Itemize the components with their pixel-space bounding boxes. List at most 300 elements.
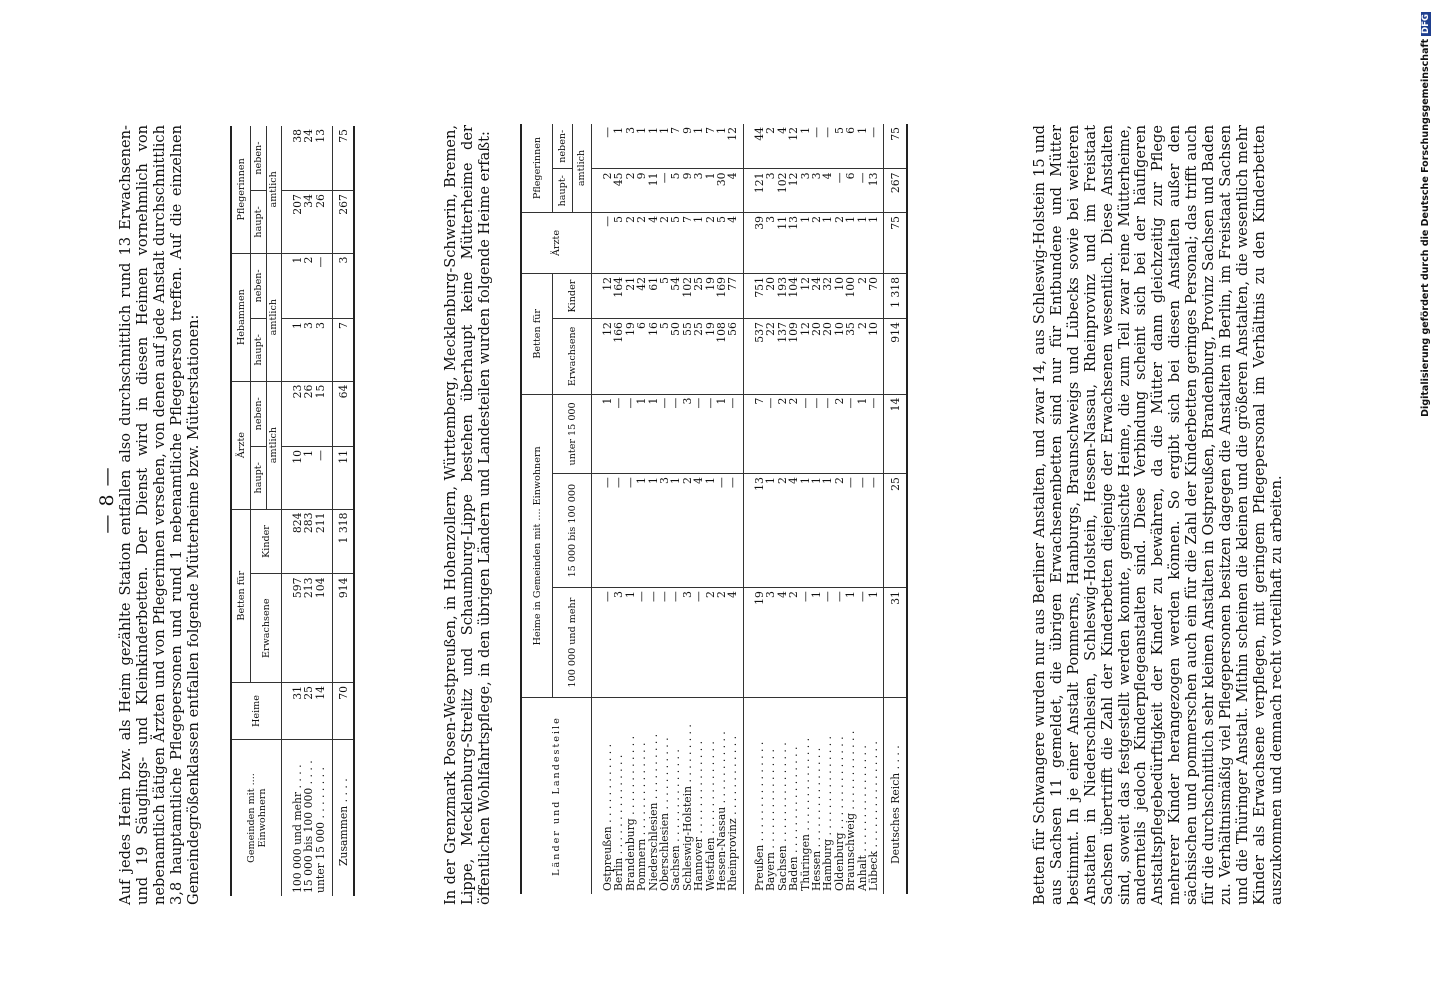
th-kinder: Kinder [553,273,592,318]
cell-value: — [834,169,845,212]
cell-value: 2 [834,212,845,273]
row-label: 100 000 und mehr . . . . [291,764,304,893]
cell-value: 4 [788,474,799,588]
cell-value: — [822,588,833,698]
cell-value: 25 [693,273,704,318]
table-row [282,126,304,896]
cell-value: 1 [693,124,704,169]
cell-value: 5 [670,212,681,273]
cell-value: — [693,588,704,698]
cell-value: — [868,124,884,169]
row-label: Hannover . . . . . . . . . . . . . . [692,740,706,891]
row-label: Pommern . . . . . . . . . . . . . . [635,742,649,891]
cell-value: 70 [868,273,884,318]
th-kinder: Kinder [251,509,282,574]
table-row [315,126,333,896]
cell-value: 21 [625,273,636,318]
th-pfleg-neben: neben- [251,126,267,191]
paragraph-schwangere: Betten für Schwangere wurden nur aus Berliner Anstalten, und zwar 14, aus Schleswig-Holstein 15 und aus Sachsen 11 gemeldet, die übrigen Erwachsenenbetten sind nur für Entbundene und Mütter bestimmt. In je einer Anstalt Pommerns, Hamburgs, Braunschweigs und Lübecks sowie bei weiteren Anstalten in Niederschlesien, Schleswig-Holstein, Hessen-Nassau, Rheinprovinz und im Freistaat Sachsen übertrifft die Zahl der Kinderbetten diejenige der Erwachsenen wesentlich. Diese Anstalten sind, soweit das festgestellt werden konnte, gemischte Heime, die zum Teil zwar reine Mütterheime, andernteils jedoch Kinderpflegeanstalten sind. Diese Verbindung scheint sich bei der häufigeren Anstaltspflegebedürftigkeit der Kinder zu bewähren, da die Mütter dann gleichzeitig zur Pflege mehrerer Kinder herangezogen werden können. So ergibt sich bei diesen Anstalten außer den sächsischen und pommerschen auch ein für die Zahl der Kinderbetten geringes Personal; das trifft auch für die durchschnittlich sehr kleinen Anstalten in Ostpreußen, Brandenburg, Provinz Sachsen und Baden zu. Verhältnismäßig viel Pflegepersonen besitzen dagegen die Anstalten in Berlin, im Freistaat Sachsen und die Thüringer Anstalt. Mithin scheinen die kleinen und die größeren Anstalten, die wesentlich mehr Kinder als Erwachsene verpflegen, mit geringem Pflegepersonal im Verhältnis zu den Kinderbetten auszukommen und demnach recht vorteilhaft zu arbeiten. [1031,125,1285,905]
cell-value: 2 [765,124,776,169]
total-row [333,126,355,896]
cell-value: 24 [303,126,314,191]
cell-value: 1 [822,474,833,588]
table-row [788,124,799,894]
th-hebammen-haupt: haupt- [251,319,267,382]
cell-value: 7 [682,212,693,273]
th-pfleg-haupt: haupt- [251,191,267,254]
row-label: Braunschweig . . . . . . . . . . . . [844,730,858,891]
cell-value: 4 [727,169,743,212]
th-hebammen-neben: neben- [251,253,267,318]
cell-value: — [845,474,856,588]
cell-value: 10 [834,273,845,318]
cell-value: 2 [659,212,670,273]
cell-value: 207 [282,191,304,254]
cell-value: 3 [682,394,693,474]
cell-value: 1 [648,474,659,588]
cell-value: 35 [845,319,856,394]
cell-value: 19 [705,319,716,394]
row-label: Ostpreußen . . . . . . . . . . . . [601,743,614,891]
cell-value: 4 [727,588,743,698]
cell-value: 2 [777,474,788,588]
cell-value: 50 [670,319,681,394]
cell-value: 26 [303,381,314,446]
table-row [693,124,704,894]
cell-value: 1 [811,474,822,588]
cell-value: — [659,588,670,698]
th-pfleg-haupt: haupt- [553,169,573,212]
cell-value: 9 [682,169,693,212]
cell-value: — [716,474,727,588]
cell-value: 7 [705,124,716,169]
cell-value: 2 [705,212,716,273]
cell-value: 25 [303,683,314,740]
row-label: Niederschlesien . . . . . . . . . . [646,733,660,891]
cell-value: — [659,394,670,474]
cell-value: 1 [845,212,856,273]
cell-value: 1 [857,124,868,169]
cell-value: 20 [822,319,833,394]
cell-value: 2 [636,212,647,273]
cell-value: 2 [682,474,693,588]
cell-value: 6 [845,124,856,169]
cell-value: — [800,394,811,474]
cell-value: 2 [625,212,636,273]
cell-value: 3 [765,212,776,273]
table-row [592,124,614,894]
cell-value: — [727,394,743,474]
cell-value: 77 [727,273,743,318]
paragraph-intro: Auf jedes Heim bzw. als Heim gezählte Station entfallen also durchschnittlich rund 13 Erwachsenen- und 19 Säuglings- und Kleinkinderbetten. Der Dienst wird in diesen Heimen vornehmlich von nebenamtlich tätigen Ärzten und von Pflegerinnen versehen, von denen auf jede Anstalt durchschnittlich 3,8 hauptamtliche Pflegepersonen und rund 1 nebenamtliche Pflegeperson treffen. Auf die einzelnen Gemeindegrößenklassen entfallen folgende Mütterheime bzw. Mütterstationen: [117,125,202,905]
cell-value: 169 [716,273,727,318]
cell-value: 13 [743,474,765,588]
total-value: 75 [884,212,908,273]
cell-value: 10 [834,319,845,394]
total-value: 11 [333,447,355,510]
cell-value: — [613,474,624,588]
cell-value: — [592,588,614,698]
cell-value: 3 [693,169,704,212]
total-value: 14 [884,394,908,474]
cell-value: 2 [716,588,727,698]
th-pfleg-amtlich: amtlich [266,126,282,253]
th-betten: Betten für [521,273,553,394]
total-row [884,124,908,894]
cell-value: 2 [857,273,868,318]
cell-value: 283 [303,509,314,574]
cell-value: — [315,447,333,510]
row-label: Preußen . . . . . . . . . . . . . . . [743,698,765,895]
cell-value: 3 [613,588,624,698]
th-g1: 100 000 und mehr [553,588,592,698]
cell-value: 109 [788,319,799,394]
row-label: Berlin . . . . . . . . . . . . . . . [612,754,626,891]
table-row [822,124,833,894]
cell-value: 1 [282,319,304,382]
cell-value: 12 [592,273,614,318]
cell-value: 1 [613,124,624,169]
th-aerzte-amtlich: amtlich [266,381,282,509]
th-pflegerinnen: Pflegerinnen [231,126,251,253]
cell-value: 137 [777,319,788,394]
th-aerzte-haupt: haupt- [251,447,267,510]
cell-value: — [727,474,743,588]
row-label: Anhalt . . . . . . . . . . . . . . . . [855,745,869,891]
cell-value: 4 [727,212,743,273]
total-value: 25 [884,474,908,588]
cell-value: 5 [834,124,845,169]
cell-value: 2 [788,588,799,698]
cell-value: — [857,474,868,588]
cell-value: 3 [315,319,333,382]
cell-value: 12 [800,319,811,394]
cell-value: — [822,124,833,169]
cell-value: 1 [648,394,659,474]
cell-value: — [636,588,647,698]
row-label: Thüringen . . . . . . . . . . . . . . [798,737,812,891]
cell-value: 537 [743,319,765,394]
cell-value: 2 [834,474,845,588]
cell-value: 1 [303,447,314,510]
cell-value: 2 [705,588,716,698]
cell-value: 5 [670,169,681,212]
cell-value: 108 [716,319,727,394]
cell-value: — [613,394,624,474]
cell-value: — [811,394,822,474]
cell-value: 5 [716,212,727,273]
table-row [868,124,884,894]
cell-value: 12 [800,273,811,318]
cell-value: 751 [743,273,765,318]
row-label: Hessen-Nassau . . . . . . . . . . . [715,731,729,891]
cell-value: 3 [625,124,636,169]
cell-value: 13 [868,169,884,212]
cell-value: 2 [625,169,636,212]
row-label: Oberschlesien . . . . . . . . . . . [658,737,672,891]
cell-value: 55 [682,319,693,394]
cell-value: 104 [788,273,799,318]
cell-value: 12 [788,124,799,169]
cell-value: 1 [670,474,681,588]
cell-value: 32 [822,273,833,318]
cell-value: 56 [727,319,743,394]
page-number: — 8 — [96,466,118,534]
cell-value: — [765,394,776,474]
cell-value: 1 [625,588,636,698]
total-value: 914 [884,319,908,394]
total-value: 75 [333,126,355,191]
cell-value: 193 [777,273,788,318]
cell-value: 10 [868,319,884,394]
cell-value: 24 [811,273,822,318]
cell-value: 1 [716,124,727,169]
cell-value: 12 [727,124,743,169]
table-row [743,124,765,894]
cell-value: 4 [822,169,833,212]
cell-value: 166 [613,319,624,394]
cell-value: 16 [648,319,659,394]
cell-value: — [857,169,868,212]
cell-value: — [800,588,811,698]
total-value: 31 [884,588,908,698]
cell-value: 3 [800,169,811,212]
th-aerzte: Ärzte [521,212,592,273]
cell-value: 42 [636,273,647,318]
cell-value: 164 [613,273,624,318]
row-label: Brandenburg . . . . . . . . . . . . [623,735,637,891]
total-value: 1 318 [333,509,355,574]
cell-value: 824 [282,509,304,574]
cell-value: 38 [282,126,304,191]
cell-value: — [592,212,614,273]
cell-value: 1 [868,588,884,698]
th-laender: Länder und Landesteile [521,698,592,895]
total-value: 267 [333,191,355,254]
cell-value: 22 [765,319,776,394]
cell-value: 597 [282,574,304,683]
cell-value: — [834,588,845,698]
cell-value: — [670,588,681,698]
cell-value: 5 [613,212,624,273]
cell-value: 3 [659,474,670,588]
paragraph-laender: In der Grenzmark Posen-Westpreußen, in Hohenzollern, Württemberg, Mecklenburg-Schwerin, Bremen, Lippe, Mecklenburg-Strelitz und Schaumburg-Lippe bestehen überhaupt keine Mütterheime der öffentlichen Wohlfahrtspflege, in den übrigen Ländern und Landesteilen wurden folgende Heime erfaßt: [442,125,493,905]
total-value: 914 [333,574,355,683]
cell-value: 30 [716,169,727,212]
cell-value: 1 [811,588,822,698]
cell-value: 13 [788,212,799,273]
cell-value: 2 [857,319,868,394]
cell-value: 1 [845,588,856,698]
row-label: unter 15 000 . . . . . . . . [313,767,327,893]
cell-value: 20 [765,273,776,318]
row-label: Lübeck . . . . . . . . . . . . . . . . [866,741,880,891]
cell-value: — [693,394,704,474]
cell-value: 1 [636,124,647,169]
table-row [636,124,647,894]
cell-value: 1 [822,212,833,273]
cell-value: 2 [592,169,614,212]
cell-value: 4 [777,124,788,169]
th-pflegerinnen: Pflegerinnen [521,124,553,212]
cell-value: 3 [303,319,314,382]
total-value: 70 [333,683,355,740]
row-label: Sachsen . . . . . . . . . . . . . . [669,749,683,891]
th-gemeinden: Gemeinden mit .... Einwohnern [231,740,282,897]
cell-value: 39 [743,212,765,273]
total-value: 1 318 [884,273,908,318]
cell-value: 1 [282,253,304,318]
cell-value: — [625,394,636,474]
cell-value: 10 [282,447,304,510]
cell-value: 11 [777,212,788,273]
cell-value: 19 [625,319,636,394]
cell-value: 104 [315,574,333,683]
cell-value: — [670,394,681,474]
cell-value: — [822,394,833,474]
cell-value: 34 [303,191,314,254]
dfg-logo: DFG [1421,14,1431,34]
cell-value: 12 [592,319,614,394]
cell-value: — [592,124,614,169]
dfg-credit-text: Digitalisierung gefördert durch die Deutsche Forschungsgemeinschaft [1420,38,1431,417]
row-label: Hessen . . . . . . . . . . . . . . . [809,747,823,891]
cell-value: 2 [788,394,799,474]
cell-value: — [592,474,614,588]
dfg-sidebar [1418,0,1432,1000]
cell-value: 26 [315,191,333,254]
cell-value: 5 [659,273,670,318]
total-value: 75 [884,124,908,169]
cell-value: — [659,169,670,212]
cell-value: — [868,394,884,474]
cell-value: 1 [636,394,647,474]
th-pfleg-amtlich: amtlich [572,124,592,212]
th-heime-in-gemeinden: Heime in Gemeinden mit .... Einwohnern [521,394,553,697]
total-value: 3 [333,253,355,318]
cell-value: 9 [682,124,693,169]
table-row [765,124,776,894]
cell-value: 19 [743,588,765,698]
row-label: Schleswig-Holstein . . . . . . . . . [680,724,694,891]
cell-value: 25 [693,319,704,394]
cell-value: 1 [868,212,884,273]
cell-value: 1 [800,474,811,588]
cell-value: — [648,588,659,698]
cell-value: 102 [682,273,693,318]
cell-value: — [868,474,884,588]
cell-value: 13 [315,126,333,191]
cell-value: 1 [592,394,614,474]
table-gemeindegroessen [230,126,355,896]
cell-value: 1 [765,474,776,588]
row-label: Bayern . . . . . . . . . . . . . . . [764,749,778,891]
cell-value: 213 [303,574,314,683]
cell-value: 121 [743,169,765,212]
row-label: Oldenburg . . . . . . . . . . . . . . [832,736,846,891]
cell-value: 1 [648,124,659,169]
th-pfleg-neben: neben- [553,124,573,169]
cell-value: 15 [315,381,333,446]
cell-value: 3 [765,588,776,698]
total-label: Deutsches Reich . . . . [884,698,908,895]
cell-value: 44 [743,124,765,169]
cell-value: 4 [777,588,788,698]
cell-value: 19 [705,273,716,318]
cell-value: 2 [303,253,314,318]
cell-value: 3 [765,169,776,212]
th-betten: Betten für [231,509,251,682]
cell-value: 14 [315,683,333,740]
total-value: 267 [884,169,908,212]
row-label: Rheinprovinz . . . . . . . . . . . . [726,735,740,891]
cell-value: 1 [659,124,670,169]
cell-value: 45 [613,169,624,212]
cell-value: 3 [811,169,822,212]
cell-value: 11 [648,169,659,212]
cell-value: 1 [800,124,811,169]
cell-value: 1 [693,212,704,273]
cell-value: 5 [659,319,670,394]
cell-value: 9 [636,169,647,212]
row-label: Westfalen . . . . . . . . . . . . . . [703,741,717,891]
cell-value: 4 [693,474,704,588]
cell-value: 54 [670,273,681,318]
cell-value: 4 [648,212,659,273]
th-hebammen-amtlich: amtlich [266,253,282,381]
cell-value: — [857,588,868,698]
total-value: 7 [333,319,355,382]
cell-value: 100 [845,273,856,318]
row-label: Baden . . . . . . . . . . . . . . . . [787,746,801,891]
th-aerzte-neben: neben- [251,381,267,446]
cell-value: 1 [857,212,868,273]
cell-value: 211 [315,509,333,574]
cell-value: 7 [743,394,765,474]
total-value: 64 [333,381,355,446]
row-label: Sachsen . . . . . . . . . . . . . . . [775,742,789,891]
table-row [727,124,743,894]
cell-value: 1 [857,394,868,474]
cell-value: 1 [705,474,716,588]
th-erwachsene: Erwachsene [251,574,282,683]
th-g2: 15 000 bis 100 000 [553,474,592,588]
cell-value: 7 [670,124,681,169]
cell-value: 2 [777,394,788,474]
cell-value: 3 [682,588,693,698]
th-g3: unter 15 000 [553,394,592,474]
total-label: Zusammen . . . . [333,740,355,897]
cell-value: 6 [636,319,647,394]
cell-value: — [811,124,822,169]
cell-value: 1 [800,212,811,273]
cell-value: 102 [777,169,788,212]
row-label: 15 000 bis 100 000 . . . . [302,760,316,893]
cell-value: 1 [705,169,716,212]
cell-value: — [315,253,333,318]
cell-value: — [845,394,856,474]
th-heime: Heime [231,683,282,740]
cell-value: 1 [636,474,647,588]
cell-value: 12 [788,169,799,212]
th-aerzte: Ärzte [231,381,251,509]
dfg-credit [1420,0,1431,1000]
table-row [845,124,856,894]
cell-value: 2 [834,394,845,474]
cell-value: 31 [282,683,304,740]
cell-value: 61 [648,273,659,318]
cell-value: 20 [811,319,822,394]
